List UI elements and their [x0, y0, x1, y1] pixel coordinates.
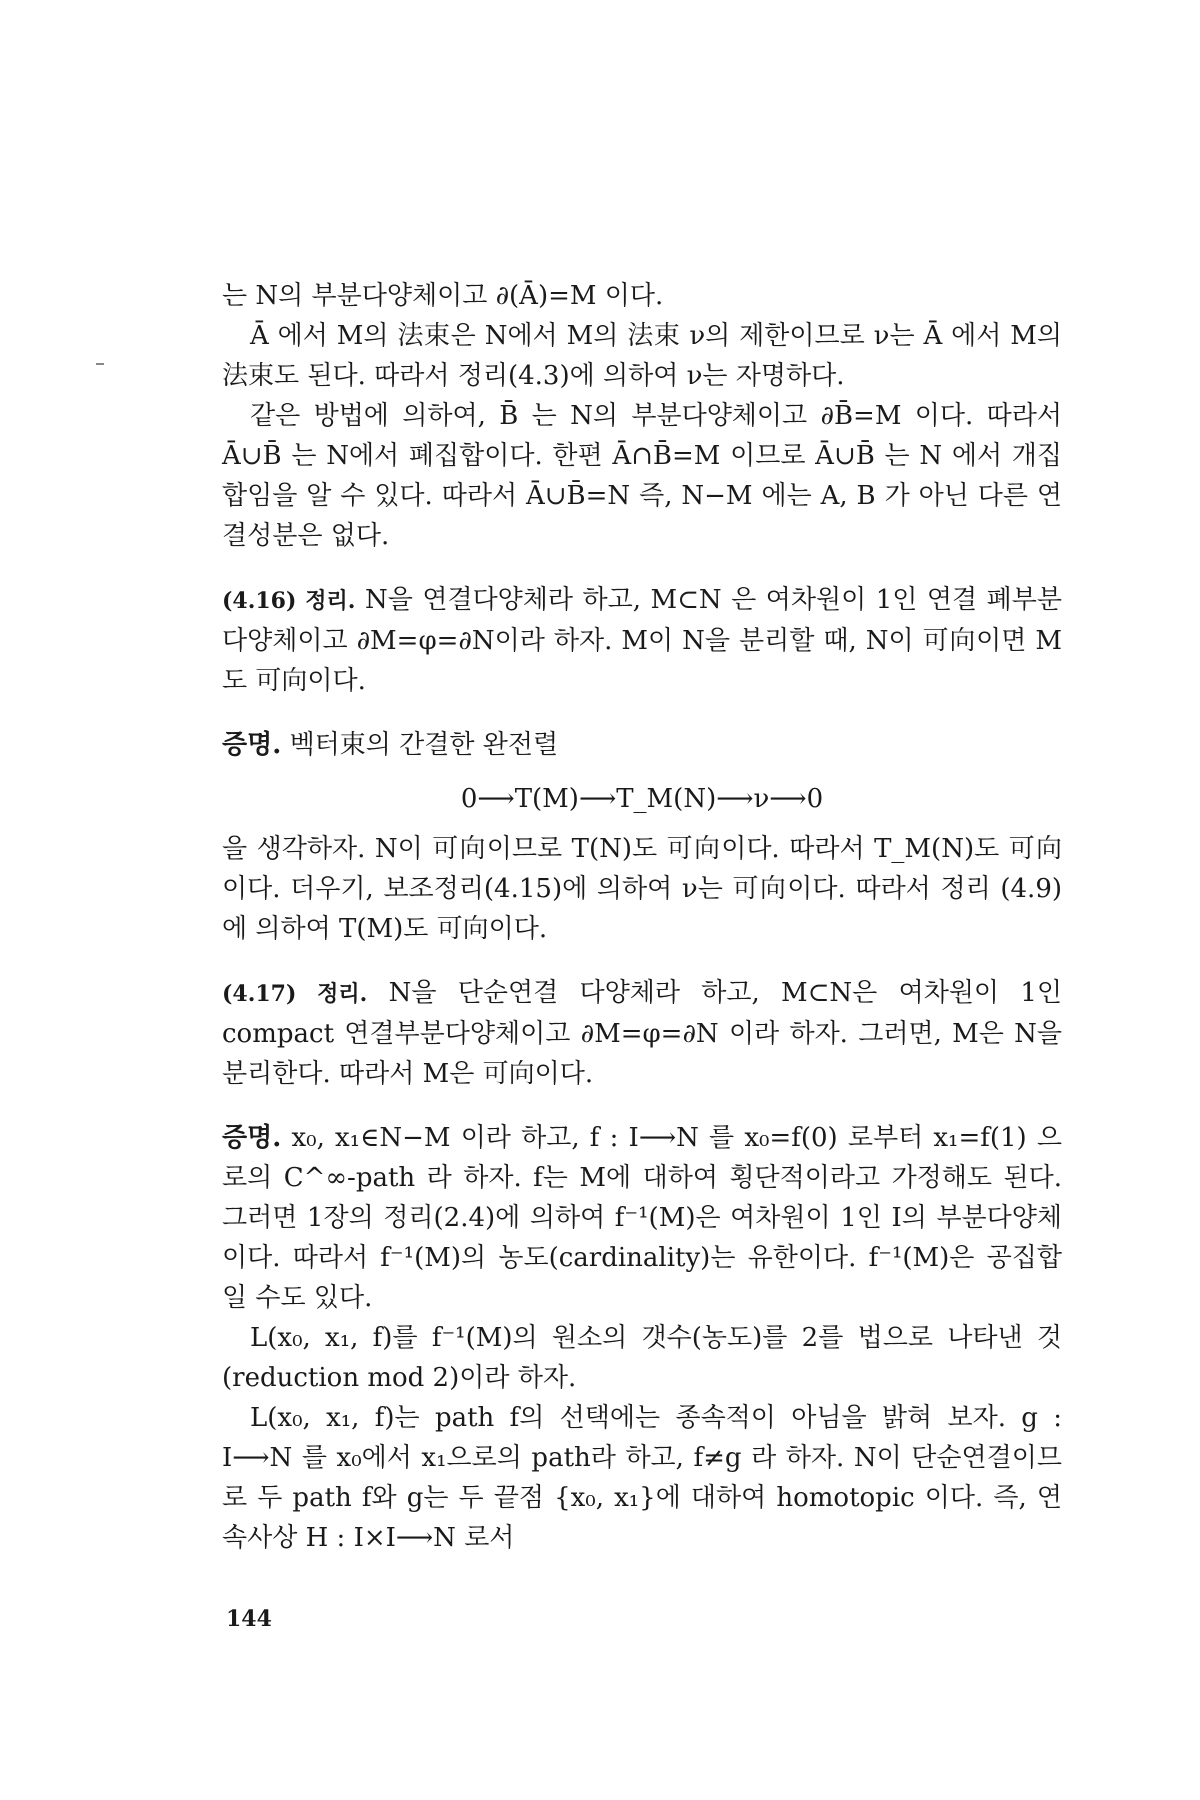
- page-number: 144: [226, 1606, 272, 1632]
- paragraph-6: L(x₀, x₁, f)는 path f의 선택에는 종속적이 아님을 밝혀 보자. g : I⟶N 를 x₀에서 x₁으로의 path라 하고, f≠g 라 하자. N이 단순연결이므로 두 path f와 g는 두 끝점 {x₀, x₁}에 대하여 homotopic 이다. 즉, 연속사상 H : I×I⟶N 로서: [222, 1403, 1062, 1553]
- theorem-4-16-label: (4.16) 정리.: [222, 588, 356, 614]
- theorem-4-17-text: N을 단순연결 다양체라 하고, M⊂N은 여차원이 1인 compact 연결부분다양체이고 ∂M=φ=∂N 이라 하자. 그러면, M은 N을 분리한다. 따라서 M은 可向이다.: [222, 978, 1063, 1089]
- paragraph-5: L(x₀, x₁, f)를 f⁻¹(M)의 원소의 갯수(농도)를 2를 법으로 나타낸 것(reduction mod 2)이라 하자.: [222, 1323, 1062, 1393]
- theorem-4-16: [222, 580, 1062, 701]
- theorem-4-17: [222, 973, 1062, 1094]
- proof-2-label: 증명.: [222, 1123, 282, 1153]
- proof-1-label: 증명.: [222, 730, 282, 760]
- proof-2-text: x₀, x₁∈N−M 이라 하고, f : I⟶N 를 x₀=f(0) 로부터 x₁=f(1) 으로의 C^∞-path 라 하자. f는 M에 대하여 횡단적이라고 가정해도 된다. 그러면 1장의 정리(2.4)에 의하여 f⁻¹(M)은 여차원이 1인 I의 부분다양체이다. 따라서 f⁻¹(M)의 농도(cardinality)는 유한이다. f⁻¹(M)은 공집합일 수도 있다.: [222, 1123, 1062, 1313]
- margin-mark: [96, 363, 104, 365]
- proof-1: [222, 725, 1062, 765]
- paragraph-2: Ā 에서 M의 法束은 N에서 M의 法束 ν의 제한이므로 ν는 Ā 에서 M의 法束도 된다. 따라서 정리(4.3)에 의하여 ν는 자명하다.: [222, 321, 1062, 391]
- proof-1-text: 벡터束의 간결한 완전렬: [289, 730, 559, 760]
- proof-2: [222, 1118, 1062, 1318]
- paragraph-4: 을 생각하자. N이 可向이므로 T(N)도 可向이다. 따라서 T_M(N)도 可向이다. 더우기, 보조정리(4.15)에 의하여 ν는 可向이다. 따라서 정리 (4.9)에 의하여 T(M)도 可向이다.: [222, 834, 1062, 944]
- theorem-4-16-text: N을 연결다양체라 하고, M⊂N 은 여차원이 1인 연결 폐부분다양체이고 ∂M=φ=∂N이라 하자. M이 N을 분리할 때, N이 可向이면 M도 可向이다.: [222, 585, 1062, 696]
- page-body: [222, 276, 1062, 1558]
- exact-sequence: 0⟶T(M)⟶T_M(N)⟶ν⟶0: [460, 784, 824, 814]
- theorem-4-17-label: (4.17) 정리.: [222, 981, 368, 1007]
- paragraph-1: 는 N의 부분다양체이고 ∂(Ā)=M 이다.: [222, 281, 664, 311]
- paragraph-3: 같은 방법에 의하여, B̄ 는 N의 부분다양체이고 ∂B̄=M 이다. 따라서 Ā∪B̄ 는 N에서 폐집합이다. 한편 Ā∩B̄=M 이므로 Ā∪B̄ 는 N 에서 개집합임을 알 수 있다. 따라서 Ā∪B̄=N 즉, N−M 에는 A, B 가 아닌 다른 연결성분은 없다.: [222, 401, 1062, 551]
